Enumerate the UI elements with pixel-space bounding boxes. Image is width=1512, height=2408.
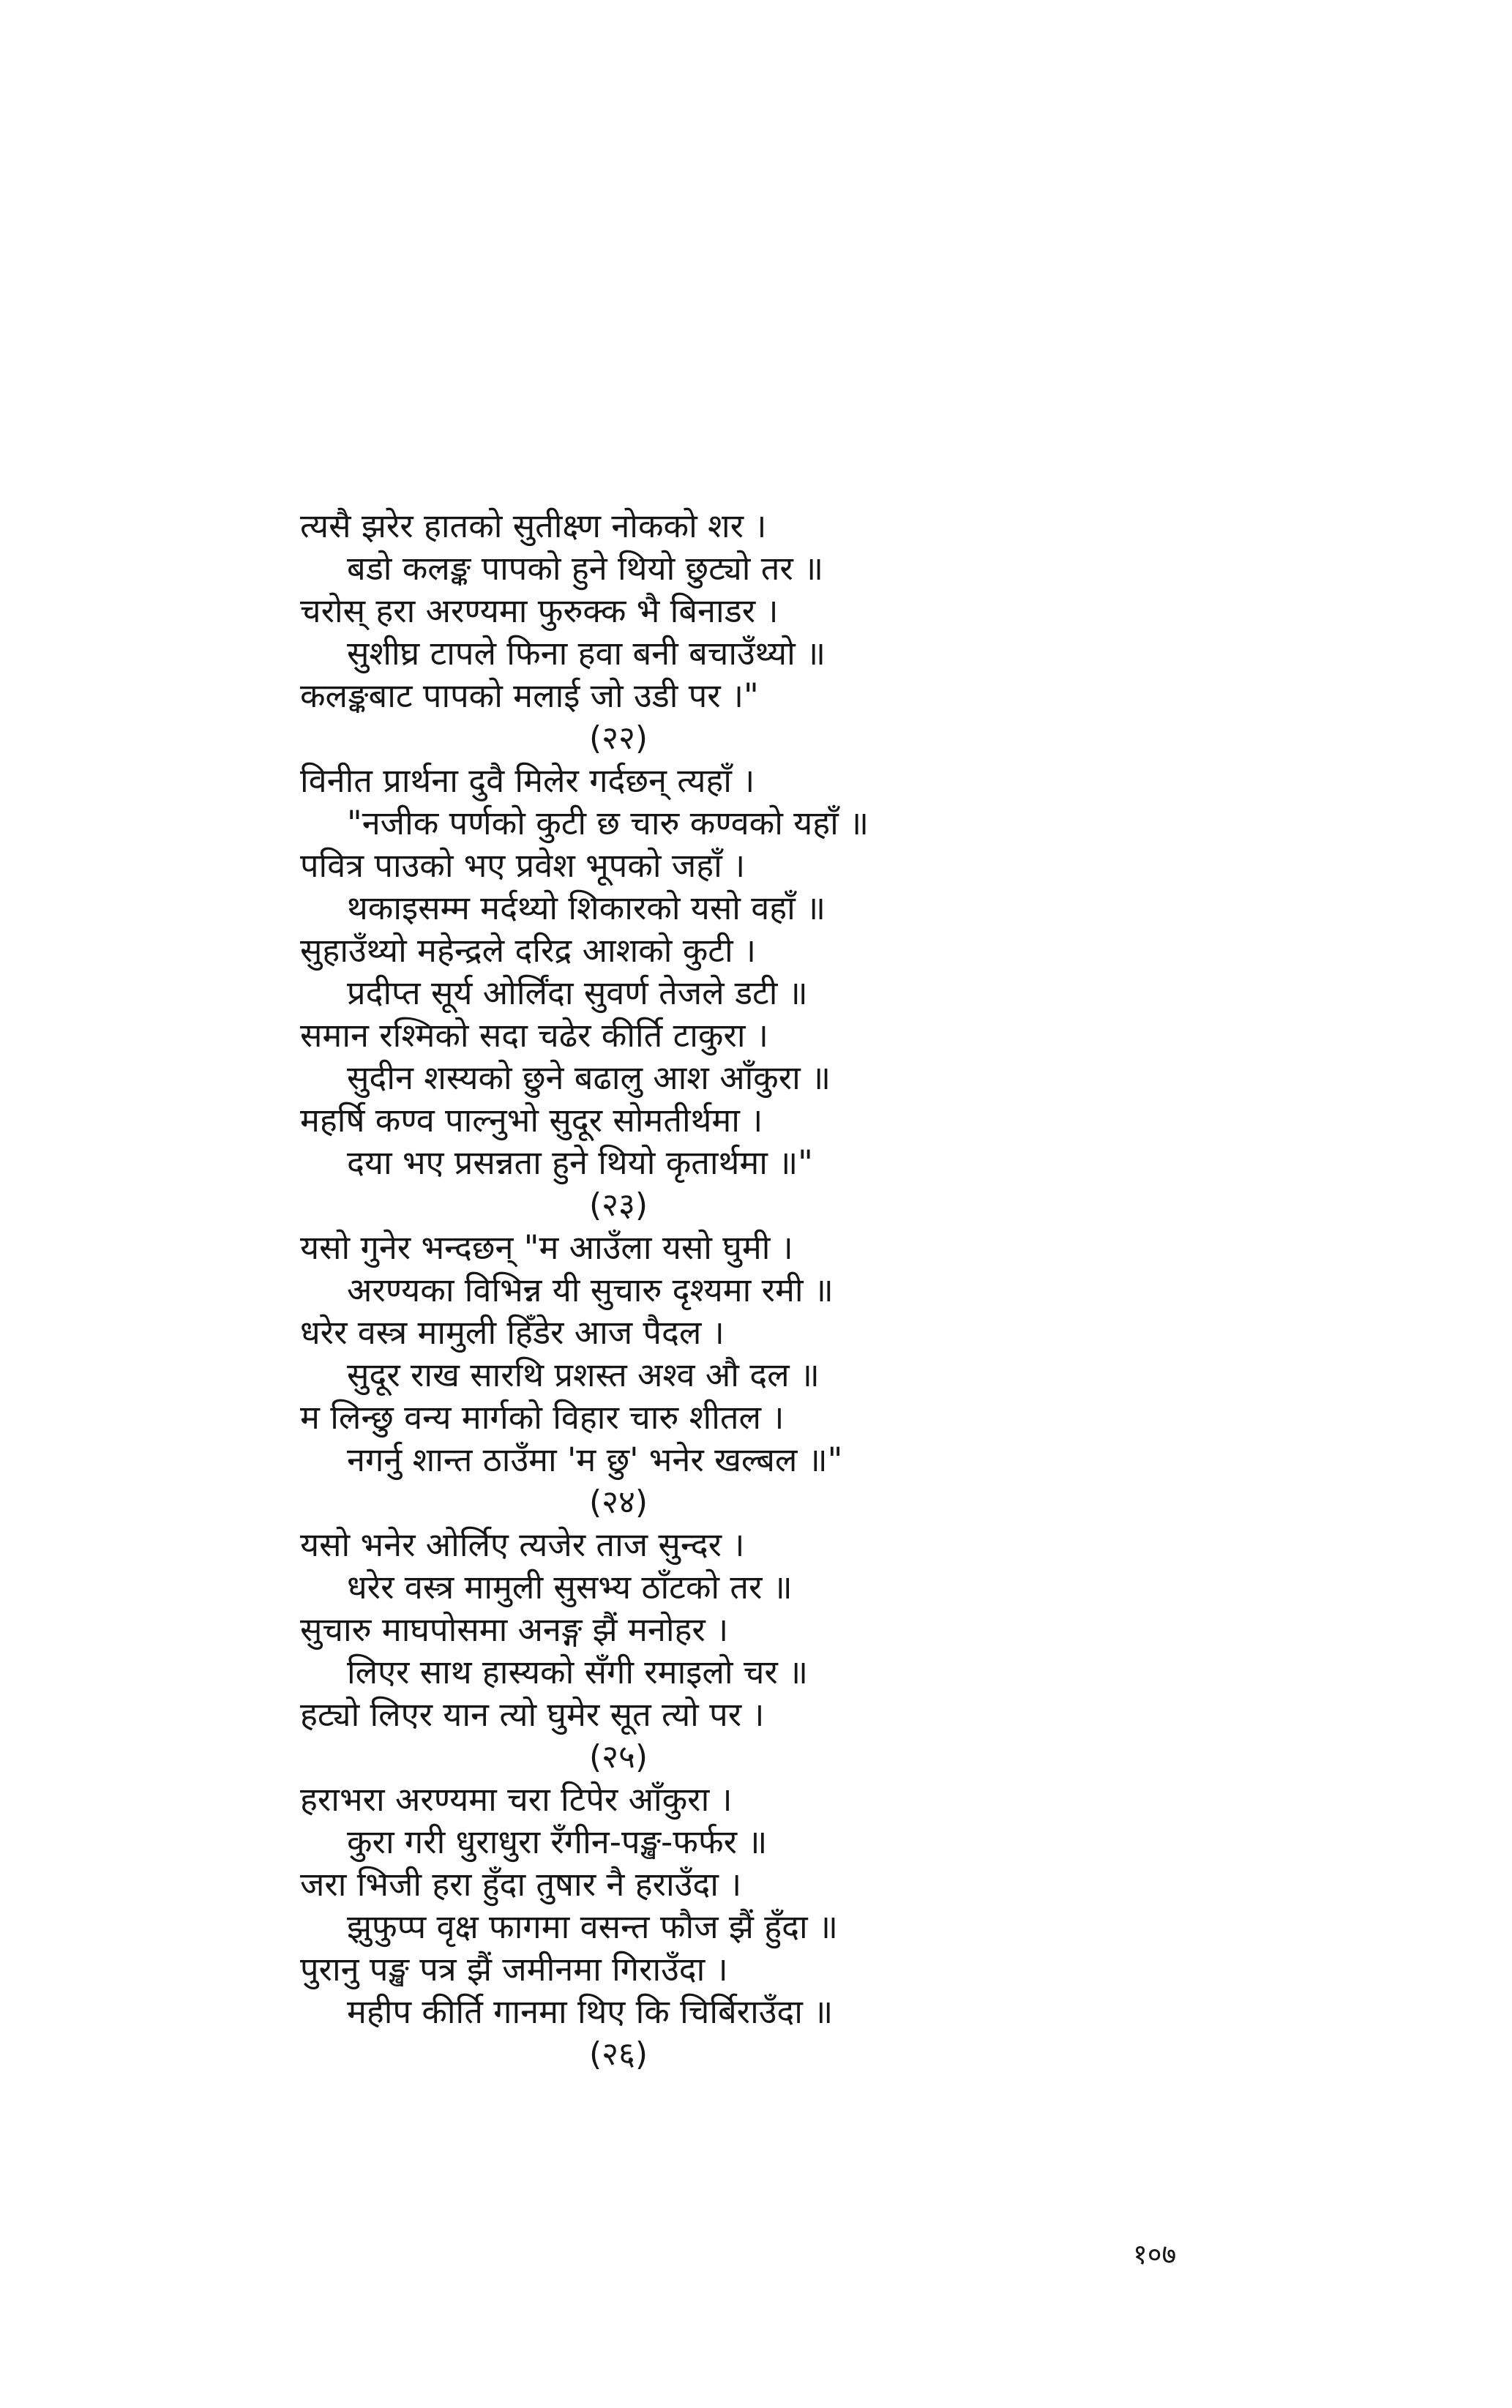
verse-block [300,505,1032,2076]
verse-line: नगर्नु शान्त ठाउँमा 'म छु' भनेर खल्बल ॥" [347,1440,843,1479]
verse-line: विनीत प्रार्थना दुवै मिलेर गर्दछन् त्यहाँ । [300,761,755,800]
verse-line: हट्यो लिएर यान त्यो घुमेर सूत त्यो पर । [300,1695,765,1734]
verse-line: जरा भिजी हरा हुँदा तुषार नै हराउँदा । [300,1865,742,1904]
verse-line: महीप कीर्ति गानमा थिए कि चिर्बिराउँदा ॥ [347,1992,834,2031]
verse-line: धरेर वस्त्र मामुली हिँडेर आज पैदल । [300,1313,725,1352]
verse-line: महर्षि कण्व पाल्नुभो सुदूर सोमतीर्थमा । [300,1101,763,1140]
stanza-24 [300,1524,1032,1736]
verse-line: बडो कलङ्क पापको हुने थियो छुट्यो तर ॥ [347,549,824,588]
verse-line: सुदूर राख सारथि प्रशस्त अश्व औ दल ॥ [347,1356,820,1394]
verse-line: सुशीघ्र टापले फिना हवा बनी बचाउँथ्यो ॥ [347,634,826,673]
verse-line: कलङ्कबाट पापको मलाई जो उडी पर ।" [300,676,759,715]
verse-line: प्रदीप्त सूर्य ओर्लिंदा सुवर्ण तेजले डटी ॥ [347,973,808,1012]
stanza-number: (२३) [588,1186,648,1224]
verse-line: म लिन्छु वन्य मार्गको विहार चारु शीतल । [300,1398,785,1437]
verse-line: सुचारु माघपोसमा अनङ्ग झैं मनोहर । [300,1610,729,1649]
verse-line: चरोस् हरा अरण्यमा फुरुक्क भै बिनाडर । [300,591,779,630]
page-number: १०७ [1133,2238,1177,2270]
verse-line: दया भए प्रसन्नता हुने थियो कृतार्थमा ॥" [347,1143,813,1182]
stanza-23 [300,1227,1032,1481]
verse-line: लिएर साथ हास्यको सँगी रमाइलो चर ॥ [347,1653,809,1691]
verse-line: पवित्र पाउको भए प्रवेश भूपको जहाँ । [300,846,746,885]
verse-line: धरेर वस्त्र मामुली सुसभ्य ठाँटको तर ॥ [347,1568,793,1607]
verse-line: अरण्यका विभिन्न यी सुचारु दृश्यमा रमी ॥ [347,1271,834,1309]
verse-line: सुदीन शस्यको छुने बढालु आश आँकुरा ॥ [347,1058,831,1097]
verse-line: यसो गुनेर भन्दछन् "म आउँला यसो घुमी । [300,1228,793,1267]
verse-line: कुरा गरी धुराधुरा रँगीन-पङ्ख-फर्फर ॥ [347,1822,768,1861]
stanza-number: (२६) [588,2035,648,2073]
verse-line: हराभरा अरण्यमा चरा टिपेर आँकुरा । [300,1780,733,1819]
stanza-number: (२२) [588,719,648,757]
verse-line: पुरानु पङ्ख पत्र झैं जमीनमा गिराउँदा । [300,1950,728,1989]
stanza-21 [300,505,1032,717]
stanza-22 [300,760,1032,1184]
verse-line: "नजीक पर्णको कुटी छ चारु कण्वको यहाँ ॥ [347,804,869,842]
verse-line: समान रश्मिको सदा चढेर कीर्ति टाकुरा । [300,1016,768,1055]
verse-line: झुफुप्प वृक्ष फागमा वसन्त फौज झैं हुँदा ॥ [347,1907,838,1946]
stanza-25 [300,1779,1032,2033]
verse-line: सुहाउँथ्यो महेन्द्रले दरिद्र आशको कुटी । [300,931,756,970]
stanza-number: (२४) [588,1484,648,1521]
verse-line: थकाइसम्म मर्दथ्यो शिकारको यसो वहाँ ॥ [347,889,826,927]
verse-line: त्यसै झरेर हातको सुतीक्ष्ण नोकको शर । [300,506,767,545]
verse-line: यसो भनेर ओर्लिए त्यजेर ताज सुन्दर । [300,1525,745,1564]
stanza-number: (२५) [588,1738,648,1776]
